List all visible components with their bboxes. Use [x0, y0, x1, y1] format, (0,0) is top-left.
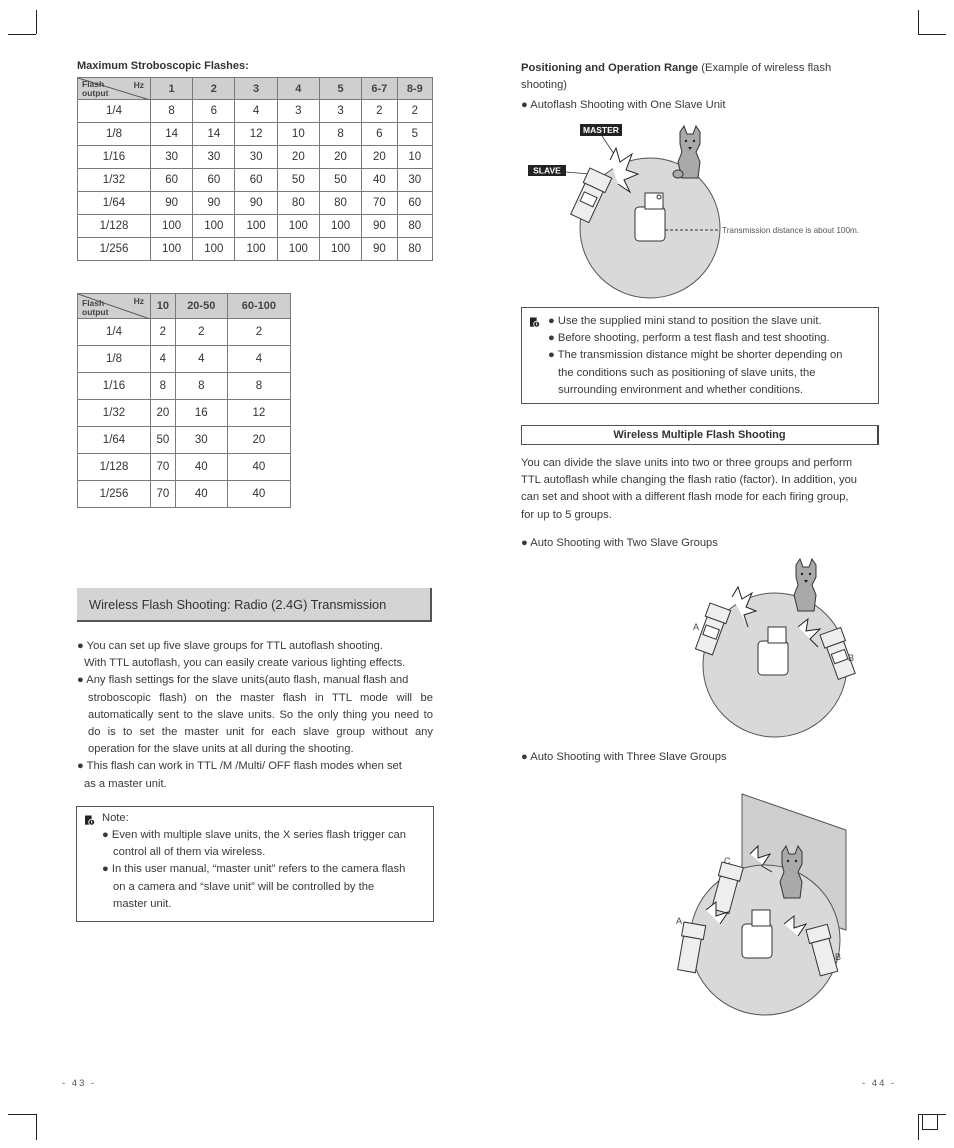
row-header-cell: 1/64 [78, 192, 151, 215]
table-cell: 100 [151, 238, 193, 261]
column-header: 3 [235, 78, 277, 100]
auto-one-slave: ● Autoflash Shooting with One Slave Unit [521, 99, 726, 111]
table-cell: 40 [227, 454, 290, 481]
table-cell: 60 [151, 169, 193, 192]
table-cell: 90 [362, 215, 397, 238]
bullet-item: ● You can set up five slave groups for TTL autoflash shooting. With TTL autoflash, you can easily create various lighting effects. [77, 640, 406, 670]
positioning-title: Positioning and Operation Range (Example of wireless flash shooting) [521, 62, 832, 92]
row-header-cell: 1/128 [78, 215, 151, 238]
multi-paragraph: You can divide the slave units into two or three groups and perform TTL autoflash while changing the flash ratio (factor). In addition, you can set and shoot with a different flash mode for each firing group, for up to 5 groups. [521, 457, 858, 521]
multi-title-box [521, 425, 879, 445]
diagram-two-groups [680, 555, 880, 745]
table-cell: 14 [193, 123, 235, 146]
table-row [78, 427, 291, 454]
table-cell: 2 [227, 319, 290, 346]
table-cell: 20 [277, 146, 319, 169]
group-label-b: B [835, 952, 842, 962]
row-header-cell: 1/32 [78, 400, 151, 427]
crop-box [922, 1114, 938, 1130]
table-cell: 4 [175, 346, 227, 373]
row-header-cell: 1/256 [78, 481, 151, 508]
row-header-cell: 1/16 [78, 373, 151, 400]
group-label-a: A [676, 916, 683, 926]
table-row [78, 123, 433, 146]
group-label-b: B [848, 653, 855, 663]
table-cell: 6 [362, 123, 397, 146]
table-cell: 12 [227, 400, 290, 427]
table-row [78, 400, 291, 427]
table-cell: 2 [151, 319, 176, 346]
table-row [78, 373, 291, 400]
note-lines: ● Even with multiple slave units, the X series flash trigger can control all of them via wireless. ● In this user manual, “master unit” refers to the camera flash on a camera and “slave unit” will be controlled by the master unit. [102, 829, 406, 910]
diagram-three-groups [670, 790, 860, 1020]
table-cell: 40 [175, 454, 227, 481]
table-cell: 100 [319, 238, 361, 261]
group-label-c: C [724, 856, 731, 866]
page-number-right: - 44 - [862, 1078, 897, 1089]
flash-output-label: Flash output [82, 298, 109, 317]
table-cell: 80 [277, 192, 319, 215]
note-title: Note: [102, 812, 129, 824]
master-tag: MASTER [583, 125, 619, 135]
three-groups-label: ● Auto Shooting with Three Slave Groups [521, 751, 727, 763]
strobe-title: Maximum Stroboscopic Flashes: [77, 60, 249, 72]
column-header: 60-100 [227, 294, 290, 319]
table-cell: 12 [235, 123, 277, 146]
note-icon [530, 317, 540, 328]
row-header-cell: 1/8 [78, 346, 151, 373]
table-row [78, 238, 433, 261]
table-cell: 100 [319, 215, 361, 238]
column-header: 1 [151, 78, 193, 100]
table-cell: 100 [235, 238, 277, 261]
table-cell: 40 [362, 169, 397, 192]
table-cell: 90 [151, 192, 193, 215]
column-header: 5 [319, 78, 361, 100]
crop-mark [8, 34, 36, 35]
note-box [76, 806, 434, 922]
table-cell: 100 [193, 238, 235, 261]
section-title-box [77, 588, 432, 622]
row-header-cell: 1/32 [78, 169, 151, 192]
note-icon [85, 815, 95, 826]
slave-tag: SLAVE [533, 165, 561, 176]
group-label-a: A [693, 622, 700, 632]
table-corner-header [78, 78, 151, 100]
table-cell: 6 [193, 100, 235, 123]
table-cell: 90 [235, 192, 277, 215]
table-cell: 100 [193, 215, 235, 238]
hz-label: Hz [133, 296, 144, 306]
dog-icon [673, 126, 700, 178]
table-row [78, 346, 291, 373]
row-header-cell: 1/8 [78, 123, 151, 146]
table-cell: 8 [175, 373, 227, 400]
table-cell: 8 [319, 123, 361, 146]
crop-mark [918, 1114, 919, 1140]
tips-lines: ● Use the supplied mini stand to position the slave unit. ● Before shooting, perform a test flash and test shooting. ● The transmission distance might be shorter depending on the conditions such as positioning of slave units, the surrounding environment and whether conditions. [548, 315, 843, 396]
crop-mark [36, 10, 37, 34]
table-row [78, 215, 433, 238]
row-header-cell: 1/256 [78, 238, 151, 261]
table-cell: 30 [397, 169, 432, 192]
column-header: 6-7 [362, 78, 397, 100]
table-cell: 3 [277, 100, 319, 123]
diagram-one-slave [520, 118, 920, 303]
table-cell: 14 [151, 123, 193, 146]
table-cell: 70 [151, 481, 176, 508]
strobe-table-2 [77, 293, 291, 508]
crop-mark [36, 1114, 37, 1140]
table-cell: 2 [175, 319, 227, 346]
table-row [78, 454, 291, 481]
section-title: Wireless Flash Shooting: Radio (2.4G) Transmission [89, 597, 387, 612]
tips-box [521, 307, 879, 404]
crop-mark [918, 34, 946, 35]
table-row [78, 319, 291, 346]
table-cell: 70 [362, 192, 397, 215]
table-cell: 40 [175, 481, 227, 508]
table-cell: 60 [193, 169, 235, 192]
bullet-list [77, 638, 433, 793]
bullet-item: ● This flash can work in TTL /M /Multi/ OFF flash modes when set as a master unit. [77, 760, 402, 790]
crop-mark [8, 1114, 36, 1115]
two-groups-label: ● Auto Shooting with Two Slave Groups [521, 537, 718, 549]
table-cell: 8 [151, 100, 193, 123]
crop-mark [918, 10, 919, 34]
table-cell: 8 [151, 373, 176, 400]
table-cell: 50 [277, 169, 319, 192]
table-cell: 80 [319, 192, 361, 215]
column-header: 2 [193, 78, 235, 100]
page-number-left: - 43 - [62, 1078, 97, 1089]
table-cell: 30 [151, 146, 193, 169]
row-header-cell: 1/4 [78, 319, 151, 346]
table-cell: 20 [362, 146, 397, 169]
column-header: 10 [151, 294, 176, 319]
table-cell: 60 [235, 169, 277, 192]
table-cell: 90 [193, 192, 235, 215]
multi-title: Wireless Multiple Flash Shooting [613, 429, 786, 441]
table-cell: 16 [175, 400, 227, 427]
table-cell: 90 [362, 238, 397, 261]
table-cell: 20 [227, 427, 290, 454]
table-cell: 30 [193, 146, 235, 169]
table-cell: 50 [151, 427, 176, 454]
table-cell: 40 [227, 481, 290, 508]
table-cell: 100 [235, 215, 277, 238]
table-cell: 30 [175, 427, 227, 454]
row-header-cell: 1/4 [78, 100, 151, 123]
table-cell: 100 [151, 215, 193, 238]
table-cell: 60 [397, 192, 432, 215]
row-header-cell: 1/64 [78, 427, 151, 454]
table-cell: 100 [277, 238, 319, 261]
row-header-cell: 1/128 [78, 454, 151, 481]
table-cell: 30 [235, 146, 277, 169]
table-row [78, 146, 433, 169]
table-cell: 80 [397, 238, 432, 261]
table-cell: 4 [151, 346, 176, 373]
table-cell: 80 [397, 215, 432, 238]
bullet-item: ● Any flash settings for the slave units(auto flash, manual flash and stroboscopic flash) on the master flash in TTL mode will be automatically sent to the slave units. So the only thing you need to do is to set the master unit for each slave group without any operation for the slave units at all during the shooting. [77, 674, 433, 756]
column-header: 8-9 [397, 78, 432, 100]
table-row [78, 481, 291, 508]
table-corner-header [78, 294, 151, 319]
table-cell: 3 [319, 100, 361, 123]
table-cell: 2 [362, 100, 397, 123]
table-cell: 70 [151, 454, 176, 481]
distance-label: Transmission distance is about 100m. [722, 226, 860, 235]
table-cell: 50 [319, 169, 361, 192]
table-cell: 100 [277, 215, 319, 238]
hz-label: Hz [133, 80, 144, 90]
flash-output-label: Flash output [82, 79, 109, 98]
table-cell: 20 [319, 146, 361, 169]
table-cell: 20 [151, 400, 176, 427]
row-header-cell: 1/16 [78, 146, 151, 169]
table-row [78, 192, 433, 215]
table-cell: 5 [397, 123, 432, 146]
table-cell: 4 [235, 100, 277, 123]
strobe-table-1 [77, 77, 433, 261]
column-header: 4 [277, 78, 319, 100]
table-cell: 10 [397, 146, 432, 169]
table-cell: 8 [227, 373, 290, 400]
table-cell: 2 [397, 100, 432, 123]
table-row [78, 169, 433, 192]
dog-icon [794, 559, 816, 611]
table-row [78, 100, 433, 123]
table-cell: 4 [227, 346, 290, 373]
table-cell: 10 [277, 123, 319, 146]
column-header: 20-50 [175, 294, 227, 319]
